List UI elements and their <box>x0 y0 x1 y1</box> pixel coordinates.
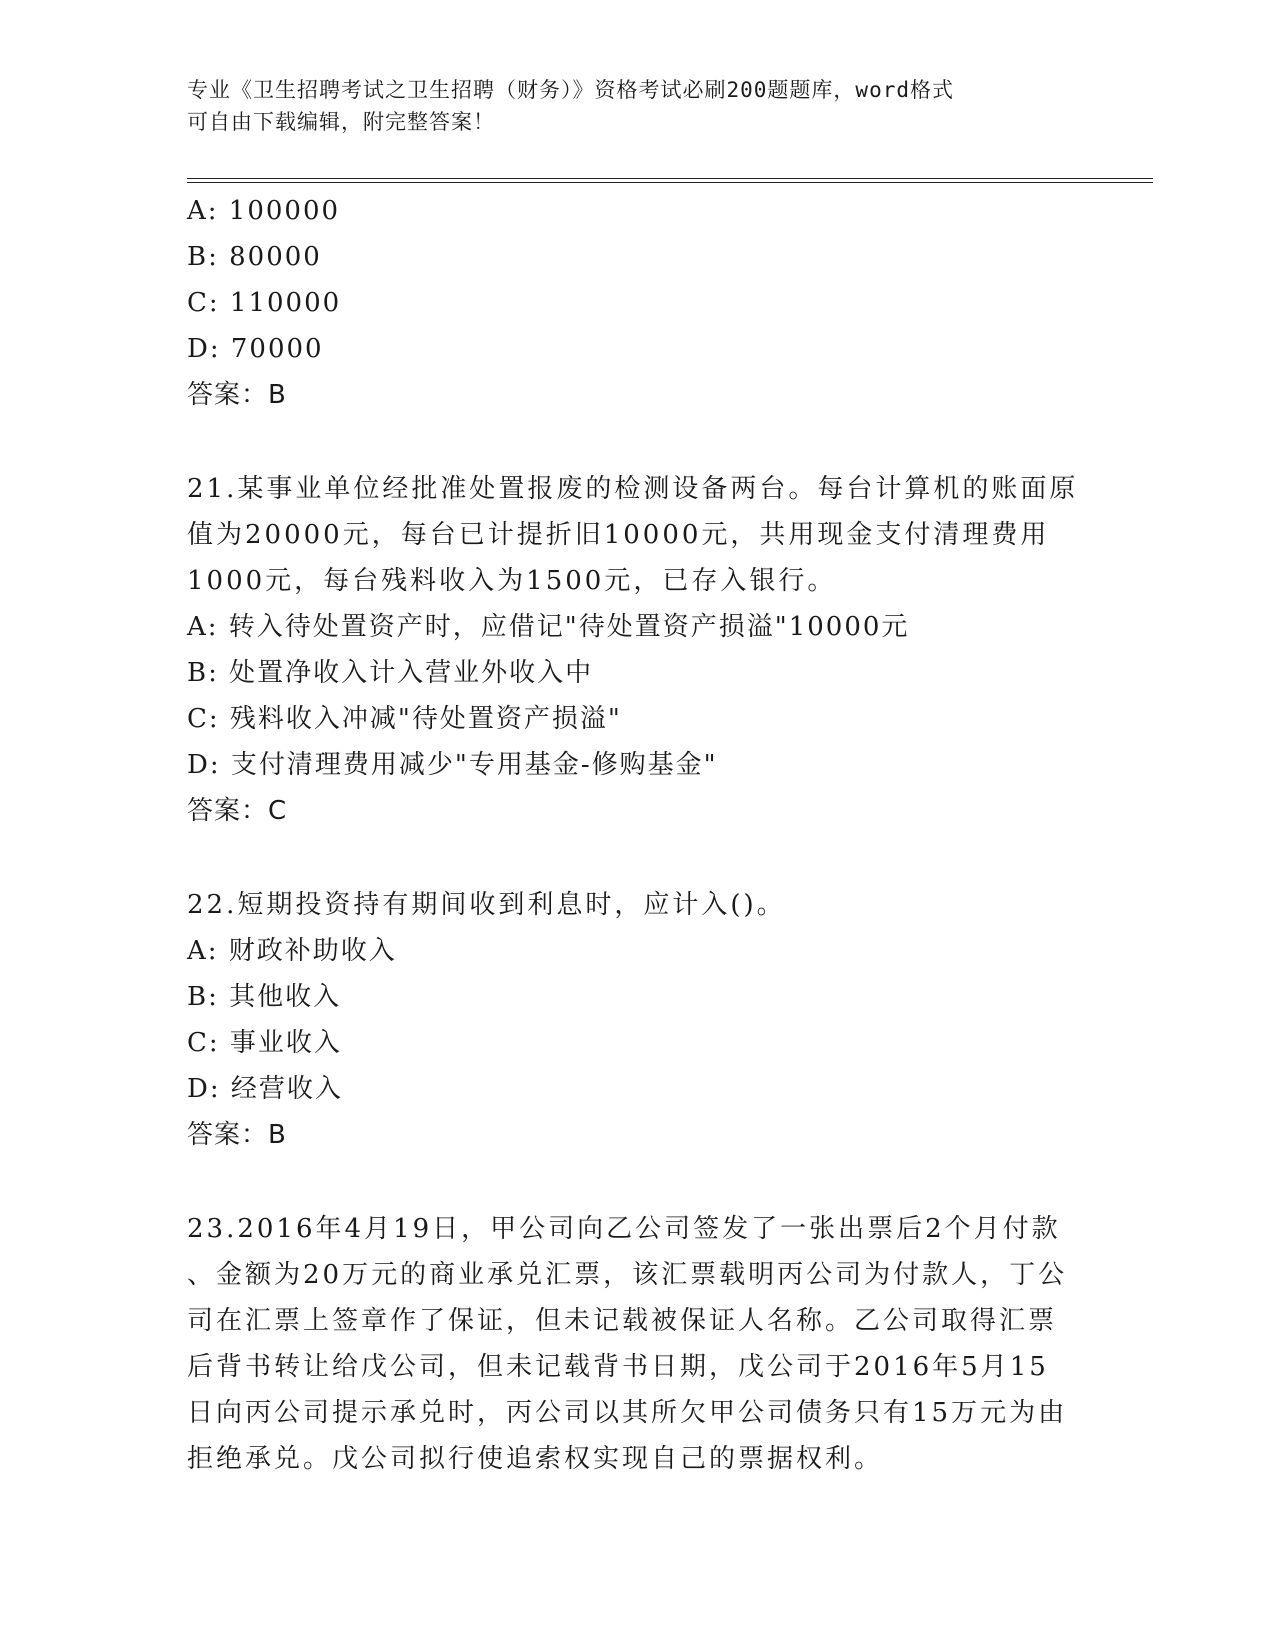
question-stem-line: 日向丙公司提示承兑时，丙公司以其所欠甲公司债务只有15万元为由 <box>187 1398 1068 1428</box>
option-c: C: 残料收入冲减"待处置资产损溢" <box>187 704 622 734</box>
question-stem-line: 1000元，每台残料收入为1500元，已存入银行。 <box>187 566 837 596</box>
header-line-2: 可自由下载编辑，附完整答案！ <box>187 110 495 134</box>
question-21 <box>187 466 1087 834</box>
answer-line: 答案：B <box>187 1120 287 1150</box>
question-23 <box>187 1206 1087 1482</box>
option-d: D: 70000 <box>187 334 324 364</box>
question-20 <box>187 188 1087 418</box>
question-stem-line: 值为20000元，每台已计提折旧10000元，共用现金支付清理费用 <box>187 520 1050 550</box>
option-b: B: 处置净收入计入营业外收入中 <box>187 658 594 688</box>
option-a: A: 转入待处置资产时，应借记"待处置资产损溢"10000元 <box>187 612 910 642</box>
option-c: C: 事业收入 <box>187 1028 342 1058</box>
option-d: D: 支付清理费用减少"专用基金-修购基金" <box>187 750 718 780</box>
question-stem-line: 22.短期投资持有期间收到利息时，应计入()。 <box>187 890 786 920</box>
answer-line: 答案：B <box>187 380 287 410</box>
question-stem-line: 、金额为20万元的商业承兑汇票，该汇票载明丙公司为付款人，丁公 <box>187 1260 1068 1290</box>
question-stem-line: 23.2016年4月19日，甲公司向乙公司签发了一张出票后2个月付款 <box>187 1214 1061 1244</box>
header-divider <box>187 178 1153 183</box>
question-stem-line: 拒绝承兑。戊公司拟行使追索权实现自己的票据权利。 <box>187 1444 884 1474</box>
answer-line: 答案：C <box>187 796 288 826</box>
document-header <box>187 74 1067 138</box>
question-22 <box>187 882 1087 1158</box>
question-list <box>187 188 1087 1482</box>
option-c: C: 110000 <box>187 288 342 318</box>
option-b: B: 其他收入 <box>187 982 342 1012</box>
option-a: A: 财政补助收入 <box>187 936 397 966</box>
question-stem-line: 司在汇票上签章作了保证，但未记载被保证人名称。乙公司取得汇票 <box>187 1306 1058 1336</box>
header-line-1: 专业《卫生招聘考试之卫生招聘（财务）》资格考试必刷200题题库，word格式 <box>187 78 954 102</box>
option-d: D: 经营收入 <box>187 1074 343 1104</box>
question-stem-line: 后背书转让给戊公司，但未记载背书日期，戊公司于2016年5月15 <box>187 1352 1049 1382</box>
option-b: B: 80000 <box>187 242 322 272</box>
question-stem-line: 21.某事业单位经批准处置报废的检测设备两台。每台计算机的账面原 <box>187 474 1079 504</box>
option-a: A: 100000 <box>187 196 341 226</box>
